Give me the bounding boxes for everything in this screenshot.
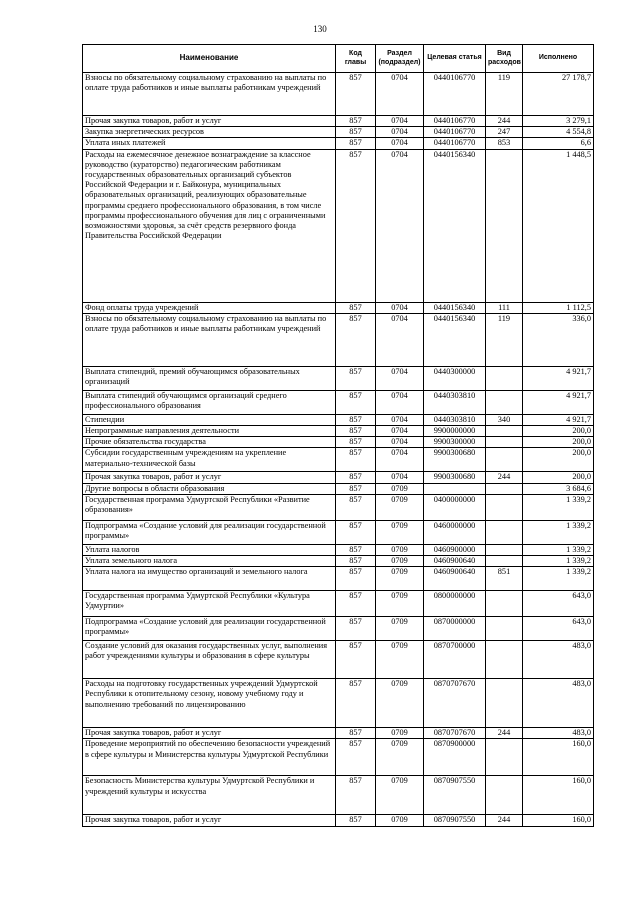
cell-code: 857 <box>336 313 376 366</box>
table-row <box>83 544 594 555</box>
cell-target: 0440156340 <box>424 313 486 366</box>
table-row <box>83 127 594 138</box>
cell-done: 27 178,7 <box>523 73 594 116</box>
cell-kind: 247 <box>486 127 523 138</box>
cell-kind <box>486 390 523 414</box>
cell-target: 0440156340 <box>424 149 486 302</box>
header-code: Код главы <box>336 45 376 73</box>
cell-done: 1 448,5 <box>523 149 594 302</box>
table-row <box>83 472 594 483</box>
cell-code: 857 <box>336 448 376 472</box>
cell-kind <box>486 679 523 728</box>
cell-name: Непрограммные направления деятельности <box>83 426 336 437</box>
cell-name: Взносы по обязательному социальному страхованию на выплаты по оплате труда работников и иные выплаты работникам учреждений <box>83 73 336 116</box>
cell-name: Прочая закупка товаров, работ и услуг <box>83 116 336 127</box>
cell-done: 3 279,1 <box>523 116 594 127</box>
cell-section: 0709 <box>376 728 424 739</box>
cell-name: Создание условий для оказания государственных услуг, выполнения работ учреждениями культуры и образования в сфере культуры <box>83 641 336 679</box>
cell-target: 0460900000 <box>424 544 486 555</box>
cell-name: Взносы по обязательному социальному страхованию на выплаты по оплате труда работников и иные выплаты работникам учреждений <box>83 313 336 366</box>
cell-code: 857 <box>336 414 376 425</box>
cell-code: 857 <box>336 127 376 138</box>
cell-target: 0460900640 <box>424 567 486 591</box>
cell-code: 857 <box>336 366 376 390</box>
cell-target: 0870907550 <box>424 776 486 815</box>
cell-section: 0704 <box>376 472 424 483</box>
table-row <box>83 448 594 472</box>
cell-name: Другие вопросы в области образования <box>83 483 336 494</box>
cell-code: 857 <box>336 728 376 739</box>
table-row <box>83 556 594 567</box>
cell-section: 0704 <box>376 138 424 149</box>
cell-kind: 244 <box>486 815 523 826</box>
cell-target: 0440106770 <box>424 127 486 138</box>
table-row <box>83 728 594 739</box>
cell-section: 0704 <box>376 73 424 116</box>
cell-code: 857 <box>336 815 376 826</box>
table-row <box>83 776 594 815</box>
cell-kind <box>486 556 523 567</box>
cell-done: 1 339,2 <box>523 544 594 555</box>
cell-name: Расходы на подготовку государственных учреждений Удмуртской Республики к отопительному сезону, новому учебному году и выполнению требований по лицензированию <box>83 679 336 728</box>
cell-section: 0709 <box>376 776 424 815</box>
cell-target: 0800000000 <box>424 591 486 617</box>
cell-done: 483,0 <box>523 641 594 679</box>
cell-kind <box>486 776 523 815</box>
cell-target: 9900300680 <box>424 472 486 483</box>
table-row <box>83 679 594 728</box>
table-row <box>83 426 594 437</box>
cell-kind <box>486 448 523 472</box>
table-row <box>83 739 594 776</box>
cell-name: Прочая закупка товаров, работ и услуг <box>83 815 336 826</box>
cell-target: 0460900640 <box>424 556 486 567</box>
cell-code: 857 <box>336 472 376 483</box>
cell-done: 160,0 <box>523 815 594 826</box>
cell-kind <box>486 544 523 555</box>
cell-target: 0870700000 <box>424 641 486 679</box>
cell-done: 1 112,5 <box>523 302 594 313</box>
cell-section: 0709 <box>376 641 424 679</box>
cell-kind: 244 <box>486 116 523 127</box>
cell-done: 4 921,7 <box>523 366 594 390</box>
cell-code: 857 <box>336 116 376 127</box>
header-kind: Вид расходов <box>486 45 523 73</box>
table-row <box>83 414 594 425</box>
table-row <box>83 116 594 127</box>
table-row <box>83 494 594 520</box>
cell-code: 857 <box>336 426 376 437</box>
table-row <box>83 641 594 679</box>
cell-target: 0870900000 <box>424 739 486 776</box>
cell-kind <box>486 641 523 679</box>
cell-name: Прочая закупка товаров, работ и услуг <box>83 472 336 483</box>
table-row <box>83 815 594 826</box>
header-target: Целевая статья <box>424 45 486 73</box>
cell-done: 200,0 <box>523 448 594 472</box>
cell-done: 3 684,6 <box>523 483 594 494</box>
cell-name: Уплата налогов <box>83 544 336 555</box>
cell-code: 857 <box>336 483 376 494</box>
cell-code: 857 <box>336 544 376 555</box>
cell-kind <box>486 739 523 776</box>
cell-done: 1 339,2 <box>523 520 594 544</box>
table-row <box>83 617 594 641</box>
cell-code: 857 <box>336 73 376 116</box>
cell-name: Субсидии государственным учреждениям на укрепление материально-технической базы <box>83 448 336 472</box>
cell-done: 1 339,2 <box>523 494 594 520</box>
cell-code: 857 <box>336 520 376 544</box>
cell-kind: 119 <box>486 313 523 366</box>
cell-done: 483,0 <box>523 728 594 739</box>
cell-kind: 119 <box>486 73 523 116</box>
cell-code: 857 <box>336 641 376 679</box>
cell-done: 160,0 <box>523 776 594 815</box>
cell-section: 0704 <box>376 414 424 425</box>
cell-code: 857 <box>336 390 376 414</box>
cell-target: 0440106770 <box>424 116 486 127</box>
cell-target: 0440106770 <box>424 138 486 149</box>
cell-name: Уплата налога на имущество организаций и земельного налога <box>83 567 336 591</box>
cell-code: 857 <box>336 556 376 567</box>
cell-target: 9900000000 <box>424 426 486 437</box>
header-section: Раздел (подраздел) <box>376 45 424 73</box>
cell-kind <box>486 591 523 617</box>
cell-code: 857 <box>336 494 376 520</box>
table-row <box>83 313 594 366</box>
table-row <box>83 520 594 544</box>
cell-done: 643,0 <box>523 591 594 617</box>
cell-name: Стипендии <box>83 414 336 425</box>
cell-kind: 111 <box>486 302 523 313</box>
cell-name: Подпрограмма «Создание условий для реализации государственной программы» <box>83 617 336 641</box>
cell-target: 9900300680 <box>424 448 486 472</box>
cell-section: 0709 <box>376 739 424 776</box>
cell-code: 857 <box>336 567 376 591</box>
cell-section: 0704 <box>376 149 424 302</box>
cell-name: Проведение мероприятий по обеспечению безопасности учреждений в сфере культуры и Министерства культуры Удмуртской Республики <box>83 739 336 776</box>
cell-target: 0440303810 <box>424 390 486 414</box>
table-row <box>83 302 594 313</box>
table-row <box>83 366 594 390</box>
cell-target: 0870000000 <box>424 617 486 641</box>
table-row <box>83 437 594 448</box>
table-row <box>83 73 594 116</box>
cell-kind <box>486 366 523 390</box>
cell-name: Уплата земельного налога <box>83 556 336 567</box>
cell-kind <box>486 426 523 437</box>
cell-target: 0870707670 <box>424 679 486 728</box>
table-row <box>83 591 594 617</box>
cell-target: 0400000000 <box>424 494 486 520</box>
cell-kind: 244 <box>486 472 523 483</box>
cell-target: 0440300000 <box>424 366 486 390</box>
cell-done: 4 554,8 <box>523 127 594 138</box>
cell-code: 857 <box>336 149 376 302</box>
cell-target <box>424 483 486 494</box>
cell-done: 200,0 <box>523 437 594 448</box>
cell-kind: 853 <box>486 138 523 149</box>
cell-section: 0704 <box>376 302 424 313</box>
table-row <box>83 567 594 591</box>
cell-code: 857 <box>336 302 376 313</box>
cell-name: Выплата стипендий обучающимся организаций среднего профессионального образования <box>83 390 336 414</box>
cell-code: 857 <box>336 591 376 617</box>
table-body <box>83 73 594 827</box>
cell-kind <box>486 149 523 302</box>
table-header-row <box>83 45 594 73</box>
cell-code: 857 <box>336 739 376 776</box>
cell-section: 0709 <box>376 494 424 520</box>
cell-section: 0709 <box>376 483 424 494</box>
table-row <box>83 483 594 494</box>
cell-kind <box>486 494 523 520</box>
cell-done: 200,0 <box>523 426 594 437</box>
cell-section: 0709 <box>376 520 424 544</box>
cell-section: 0709 <box>376 544 424 555</box>
cell-section: 0704 <box>376 127 424 138</box>
cell-done: 483,0 <box>523 679 594 728</box>
cell-name: Подпрограмма «Создание условий для реализации государственной программы» <box>83 520 336 544</box>
cell-target: 0440106770 <box>424 73 486 116</box>
cell-code: 857 <box>336 679 376 728</box>
cell-section: 0709 <box>376 567 424 591</box>
cell-section: 0704 <box>376 390 424 414</box>
cell-section: 0709 <box>376 679 424 728</box>
cell-done: 643,0 <box>523 617 594 641</box>
cell-section: 0709 <box>376 591 424 617</box>
cell-kind <box>486 617 523 641</box>
page-number: 130 <box>313 24 327 34</box>
cell-section: 0704 <box>376 313 424 366</box>
cell-done: 200,0 <box>523 472 594 483</box>
cell-done: 1 339,2 <box>523 556 594 567</box>
cell-name: Выплата стипендий, премий обучающимся образовательных организаций <box>83 366 336 390</box>
cell-section: 0704 <box>376 366 424 390</box>
table-row <box>83 138 594 149</box>
cell-target: 0870907550 <box>424 815 486 826</box>
cell-name: Фонд оплаты труда учреждений <box>83 302 336 313</box>
cell-kind <box>486 520 523 544</box>
cell-target: 0440156340 <box>424 302 486 313</box>
cell-section: 0704 <box>376 116 424 127</box>
cell-section: 0709 <box>376 617 424 641</box>
cell-target: 9900300000 <box>424 437 486 448</box>
cell-code: 857 <box>336 776 376 815</box>
cell-code: 857 <box>336 437 376 448</box>
cell-section: 0704 <box>376 437 424 448</box>
cell-target: 0460000000 <box>424 520 486 544</box>
cell-done: 6,6 <box>523 138 594 149</box>
cell-kind <box>486 437 523 448</box>
cell-name: Расходы на ежемесячное денежное вознаграждение за классное руководство (кураторство) педагогическим работникам государственных образовательных организаций субъектов Российской Федерации и г. Байконура, муниципальных образовательных организаций, реализующих образовательные программы среднего профессионального образования, в том числе программы профессионального обучения для лиц с ограниченными возможностями здоровья, за счёт средств резервного фонда Правительства Российской Федерации <box>83 149 336 302</box>
cell-done: 1 339,2 <box>523 567 594 591</box>
cell-kind <box>486 483 523 494</box>
cell-name: Прочие обязательства государства <box>83 437 336 448</box>
cell-done: 160,0 <box>523 739 594 776</box>
cell-kind: 851 <box>486 567 523 591</box>
cell-code: 857 <box>336 617 376 641</box>
header-done: Исполнено <box>523 45 594 73</box>
table-row <box>83 149 594 302</box>
cell-done: 336,0 <box>523 313 594 366</box>
cell-target: 0870707670 <box>424 728 486 739</box>
cell-section: 0704 <box>376 448 424 472</box>
cell-section: 0709 <box>376 815 424 826</box>
cell-kind: 340 <box>486 414 523 425</box>
cell-section: 0704 <box>376 426 424 437</box>
cell-name: Прочая закупка товаров, работ и услуг <box>83 728 336 739</box>
cell-name: Закупка энергетических ресурсов <box>83 127 336 138</box>
cell-target: 0440303810 <box>424 414 486 425</box>
cell-done: 4 921,7 <box>523 390 594 414</box>
table-row <box>83 390 594 414</box>
cell-name: Государственная программа Удмуртской Республики «Культура Удмуртии» <box>83 591 336 617</box>
cell-section: 0709 <box>376 556 424 567</box>
cell-name: Уплата иных платежей <box>83 138 336 149</box>
cell-done: 4 921,7 <box>523 414 594 425</box>
cell-code: 857 <box>336 138 376 149</box>
header-name: Наименование <box>83 45 336 73</box>
cell-name: Безопасность Министерства культуры Удмуртской Республики и учреждений культуры и искусства <box>83 776 336 815</box>
budget-execution-table <box>82 44 594 827</box>
cell-kind: 244 <box>486 728 523 739</box>
cell-name: Государственная программа Удмуртской Республики «Развитие образования» <box>83 494 336 520</box>
